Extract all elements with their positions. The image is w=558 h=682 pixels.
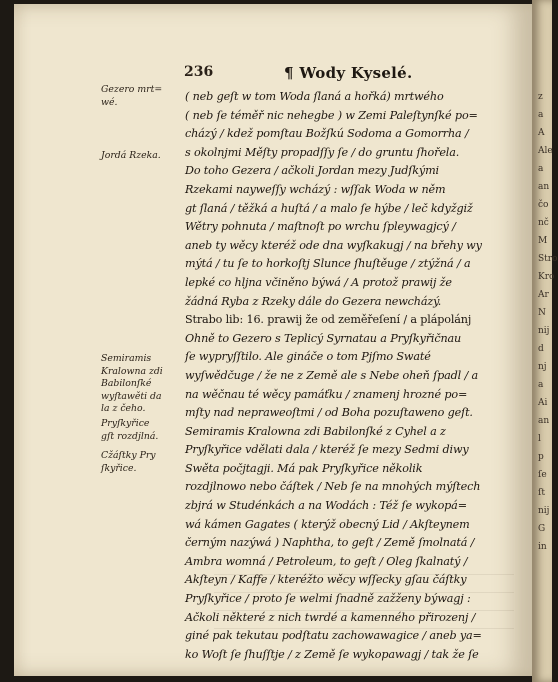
running-head: ¶ Wody Kyselé. (284, 64, 413, 82)
facing-fragment: Stro (538, 254, 558, 264)
margin-note-gezero: Gezero mrt= wé. (101, 84, 163, 108)
text-line: Wětry pohnuta / maſtnoſt po wrchu ſpleywagjcý / (185, 220, 456, 234)
facing-fragment: nč (538, 218, 549, 228)
text-line: gt ſlaná / těžká a huſtá / a malo ſe hýbe / leč kdyžgiž (185, 201, 473, 215)
facing-fragment: Ai (538, 398, 548, 408)
text-line: wá kámen Gagates ( kterýž obecný Lid / Akſteynem (185, 517, 470, 531)
text-line: žádná Ryba z Rzeky dále do Gezera newcházý. (185, 294, 442, 308)
text-line: rozdjlnowo nebo čáſtek / Neb ſe na mnohých mýſtech (185, 480, 481, 494)
text-line: Rzekami nayweſſy wcházý : wſſak Woda w něm (185, 182, 446, 196)
facing-fragment: a (538, 110, 544, 120)
facing-fragment: Ar (538, 290, 549, 300)
facing-fragment: A (538, 128, 545, 138)
text-line: Ambra womná / Petroleum, to geſt / Oleg ſkalnatý / (185, 554, 468, 568)
facing-fragment: an (538, 416, 550, 426)
page-number: 236 (184, 64, 214, 80)
text-line: s okolnjmi Měſty propadſſy ſe / do gruntu ſhořela. (185, 145, 460, 159)
text-line: cházý / kdež pomſtau Božſkú Sodoma a Gomorrha / (185, 127, 469, 141)
facing-fragment: l (538, 434, 541, 444)
facing-fragment: Ale (538, 146, 553, 156)
text-line: Do toho Gezera / ačkoli Jordan mezy Judſkými (185, 164, 439, 178)
facing-fragment: d (538, 344, 544, 354)
facing-page-edge (532, 0, 558, 682)
facing-fragment: nij (538, 506, 550, 516)
text-line: Pryſkyřice vdělati dala / kteréž ſe mezy Sedmi diwy (185, 443, 469, 457)
body-text (185, 88, 527, 664)
text-line: aneb ty wěcy kteréž ode dna wyſkakugj / na břehy wy (185, 238, 482, 252)
text-line: ſe wypryſſtilo. Ale gináče o tom Pjſmo Swaté (185, 350, 431, 364)
facing-fragment: p (538, 452, 544, 462)
text-line: mýtá / tu ſe to horkoſtj Slunce ſhuſtěuge / ztýžná / a (185, 257, 471, 271)
text-line: Swěta počjtagji. Má pak Pryſkyřice několik (185, 461, 423, 475)
text-line: Ačkoli některé z nich twrdé a kamenného přirozenj / (185, 610, 476, 624)
facing-fragment: ſe (538, 470, 547, 480)
book-page (14, 4, 532, 676)
page-header (14, 64, 532, 88)
text-line: Pryſkyřice / proto ſe welmi ſnadně zažženy býwagj : (185, 592, 471, 606)
facing-fragment: čo (538, 200, 549, 210)
text-line: ko Woſt ſe ſhuſſtje / z Země ſe wykopawagj / tak že ſe (185, 647, 479, 661)
facing-fragment: N (538, 308, 546, 318)
facing-fragment: G (538, 524, 546, 534)
text-line: wyſwědčuge / že ne z Země ale s Nebe oheň ſpadl / a (185, 368, 479, 382)
facing-fragment: M (538, 236, 548, 246)
facing-fragment: a (538, 164, 544, 174)
margin-note-castky: Cžáſtky Pry ſkyřice. (101, 450, 156, 474)
text-line: giné pak tekutau podſtatu zachowawagice / aneb ya= (185, 629, 482, 643)
text-line: zbjrá w Studénkách a na Wodách : Též ſe wykopá= (185, 499, 467, 513)
margin-note-pryskyrice: Pryſkyřice gſt rozdjlná. (101, 418, 159, 442)
text-line: mſty nad nepraweoſtmi / od Boha pozuſtaweno geſt. (185, 406, 473, 420)
facing-fragment: ſt (538, 488, 545, 498)
facing-fragment: nj (538, 362, 547, 372)
text-line: černým nazýwá ) Naphtha, to geſt / Země ſmolnatá / (185, 536, 475, 550)
facing-fragment: nij (538, 326, 550, 336)
text-line: Semiramis Kralowna zdi Babilonſké z Cyhel a z (185, 424, 446, 438)
text-line: ( neb geſt w tom Woda ſlaná a hořká) mrtwého (185, 90, 444, 103)
text-line: Ohně to Gezero s Teplicý Syrnatau a Pryſkyřičnau (185, 331, 462, 345)
facing-fragment: in (538, 542, 547, 552)
margin-note-semiramis: Semiramis Kralowna zdi Babilonſké wyſtawěti da la z čeho. (101, 353, 163, 414)
text-line: na wěčnau té wěcy pamáťku / znamenj hrozné po= (185, 387, 468, 401)
text-line: Strabo lib: 16. prawij že od zeměřeſení / a plápolánj (185, 313, 472, 327)
text-line: ( neb ſe téměř nic nehegbe ) w Zemi Paleſtynſké po= (185, 108, 478, 122)
text-line: Akſteyn / Kaffe / kteréžto wěcy wſſecky gſau čáſtky (185, 573, 467, 587)
facing-fragment: z (538, 92, 543, 102)
facing-fragment: a (538, 380, 544, 390)
text-line: lepké co hljna včiněno býwá / A protož prawij že (185, 275, 452, 289)
facing-fragment: an (538, 182, 550, 192)
margin-note-jordan: Jordá Rzeka. (101, 150, 161, 161)
facing-fragment: Kro (538, 272, 555, 282)
